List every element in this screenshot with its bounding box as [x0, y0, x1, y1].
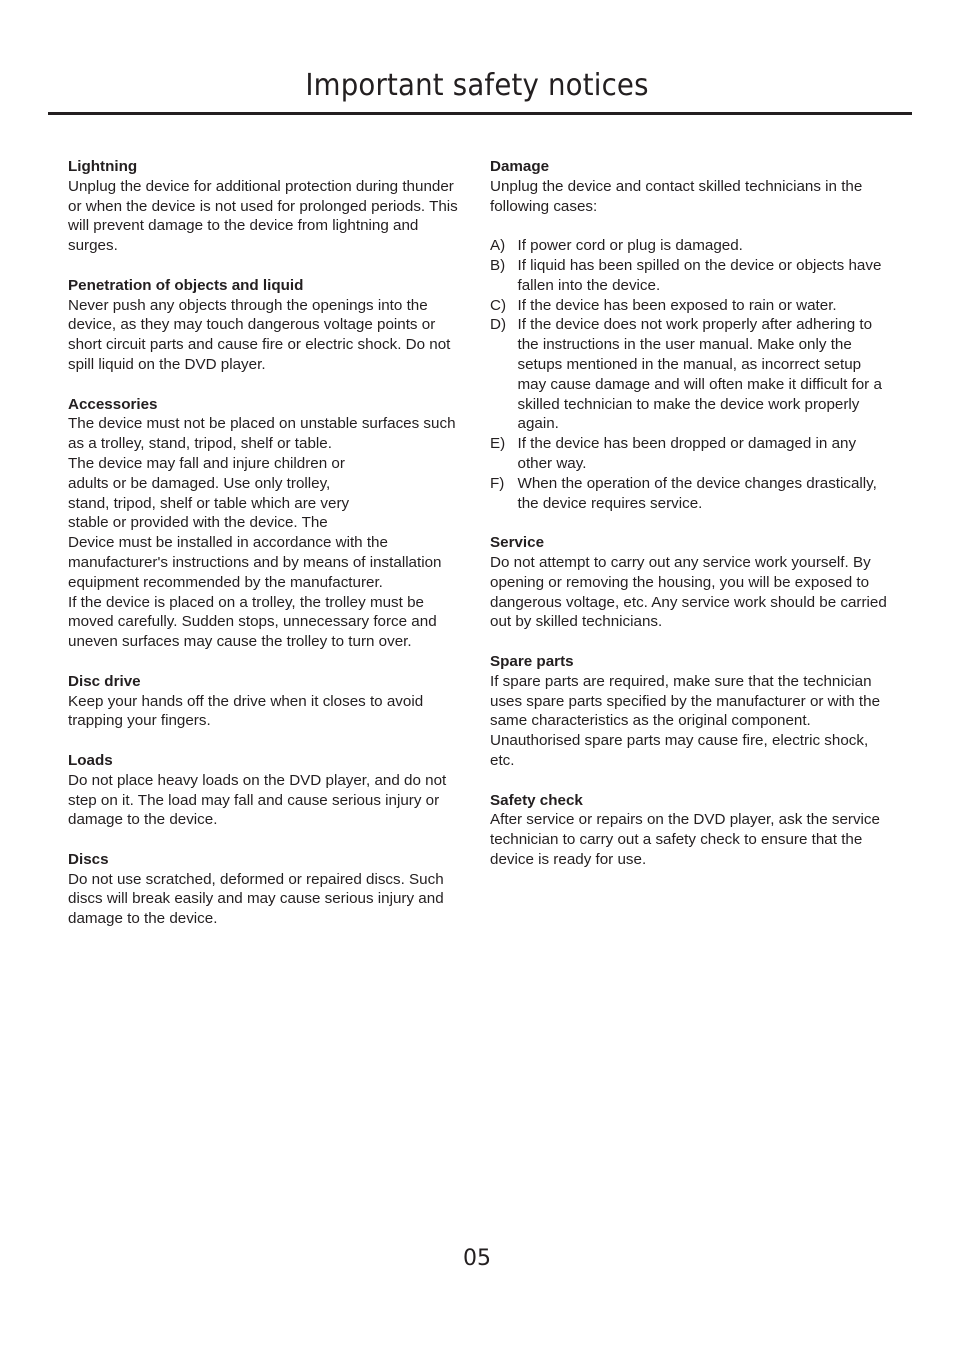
- list-text: If the device has been dropped or damaged in any other way.: [517, 435, 857, 472]
- section-paragraph: Unplug the device for additional protection during thunder or when the device is not used for prolonged periods. This will prevent damage to the device from lightning and surges.: [68, 177, 458, 255]
- list-marker: D): [490, 316, 507, 334]
- damage-case-list: [490, 236, 890, 513]
- section-loads: [68, 751, 468, 830]
- section-service: [490, 533, 890, 632]
- section-spare-parts: [490, 652, 890, 771]
- left-column: [68, 157, 468, 949]
- list-item: [490, 256, 890, 296]
- section-paragraph: Keep your hands off the drive when it closes to avoid trapping your fingers.: [68, 692, 424, 730]
- section-safety-check: [490, 791, 890, 870]
- section-heading: Damage: [490, 158, 550, 175]
- list-item: [490, 474, 890, 514]
- section-paragraph: The device may fall and injure children or: [68, 454, 345, 472]
- page-title: Important safety notices: [305, 68, 649, 103]
- section-penetration: [68, 276, 468, 375]
- list-item: [490, 296, 890, 316]
- section-paragraph: If spare parts are required, make sure that the technician uses spare parts specified by the manufacturer or with the same characteristics as the original component. Unauthorised spare parts may cause fire, electric shock, etc.: [490, 672, 881, 769]
- section-heading: Discs: [68, 850, 109, 868]
- list-marker: A): [490, 237, 506, 255]
- list-marker: C): [490, 296, 507, 314]
- list-text: If the device does not work properly after adhering to the instructions in the user manual. Make only the setups mentioned in the manual, as incorrect setup may cause damage and will often make it difficult for a skilled technician to make the device work properly again.: [517, 316, 882, 433]
- section-heading: Lightning: [68, 158, 138, 175]
- page-number: 05: [463, 1246, 491, 1271]
- section-heading: Penetration of objects and liquid: [68, 276, 304, 294]
- section-paragraph: Do not place heavy loads on the DVD player, and do not step on it. The load may fall and cause serious injury or damage to the device.: [68, 771, 447, 829]
- section-paragraph: After service or repairs on the DVD player, ask the service technician to carry out a safety check to ensure that the device is ready for use.: [490, 811, 880, 868]
- list-text: If the device has been exposed to rain or water.: [517, 296, 837, 314]
- list-marker: B): [490, 256, 506, 274]
- list-item: [490, 315, 890, 434]
- section-paragraph: Unplug the device and contact skilled technicians in the following cases:: [490, 177, 863, 215]
- section-paragraph: stable or provided with the device. The: [68, 514, 328, 532]
- section-heading: Disc drive: [68, 672, 141, 690]
- title-divider: [48, 112, 912, 115]
- section-heading: Accessories: [68, 395, 158, 413]
- section-heading: Safety check: [490, 791, 583, 809]
- section-paragraph: The device must not be placed on unstable surfaces such as a trolley, stand, tripod, shelf or table.: [68, 415, 456, 453]
- section-accessories: [68, 395, 468, 652]
- list-item: [490, 434, 890, 474]
- section-disc-drive: [68, 672, 468, 731]
- list-marker: E): [490, 435, 506, 453]
- list-text: If liquid has been spilled on the device or objects have fallen into the device.: [517, 256, 882, 294]
- right-column: [490, 157, 890, 889]
- section-paragraph: adults or be damaged. Use only trolley,: [68, 474, 331, 492]
- list-text: If power cord or plug is damaged.: [517, 237, 743, 255]
- section-lightning: [68, 157, 468, 256]
- section-heading: Spare parts: [490, 652, 574, 670]
- section-paragraph: stand, tripod, shelf or table which are very: [68, 494, 350, 512]
- list-text: When the operation of the device changes drastically, the device requires service.: [517, 474, 877, 512]
- section-paragraph: Do not attempt to carry out any service work yourself. By opening or removing the housing, you will be exposed to dangerous voltage, etc. Any service work should be carried out by skilled technicians.: [490, 553, 887, 631]
- section-heading: Loads: [68, 751, 113, 769]
- section-discs: [68, 850, 468, 929]
- section-damage: [490, 157, 890, 513]
- section-paragraph: If the device is placed on a trolley, the trolley must be moved carefully. Sudden stops, unnecessary force and uneven surfaces may cause the trolley to turn over.: [68, 593, 437, 651]
- section-paragraph: Device must be installed in accordance with the manufacturer's instructions and by means of installation equipment recommended by the manufacturer.: [68, 534, 442, 591]
- section-paragraph: Do not use scratched, deformed or repaired discs. Such discs will break easily and may cause serious injury and damage to the device.: [68, 870, 444, 928]
- list-item: [490, 236, 890, 256]
- section-heading: Service: [490, 534, 545, 552]
- list-marker: F): [490, 474, 505, 492]
- section-paragraph: Never push any objects through the openings into the device, as they may touch dangerous voltage points or short circuit parts and cause fire or electric shock. Do not spill liquid on the DVD player.: [68, 296, 451, 373]
